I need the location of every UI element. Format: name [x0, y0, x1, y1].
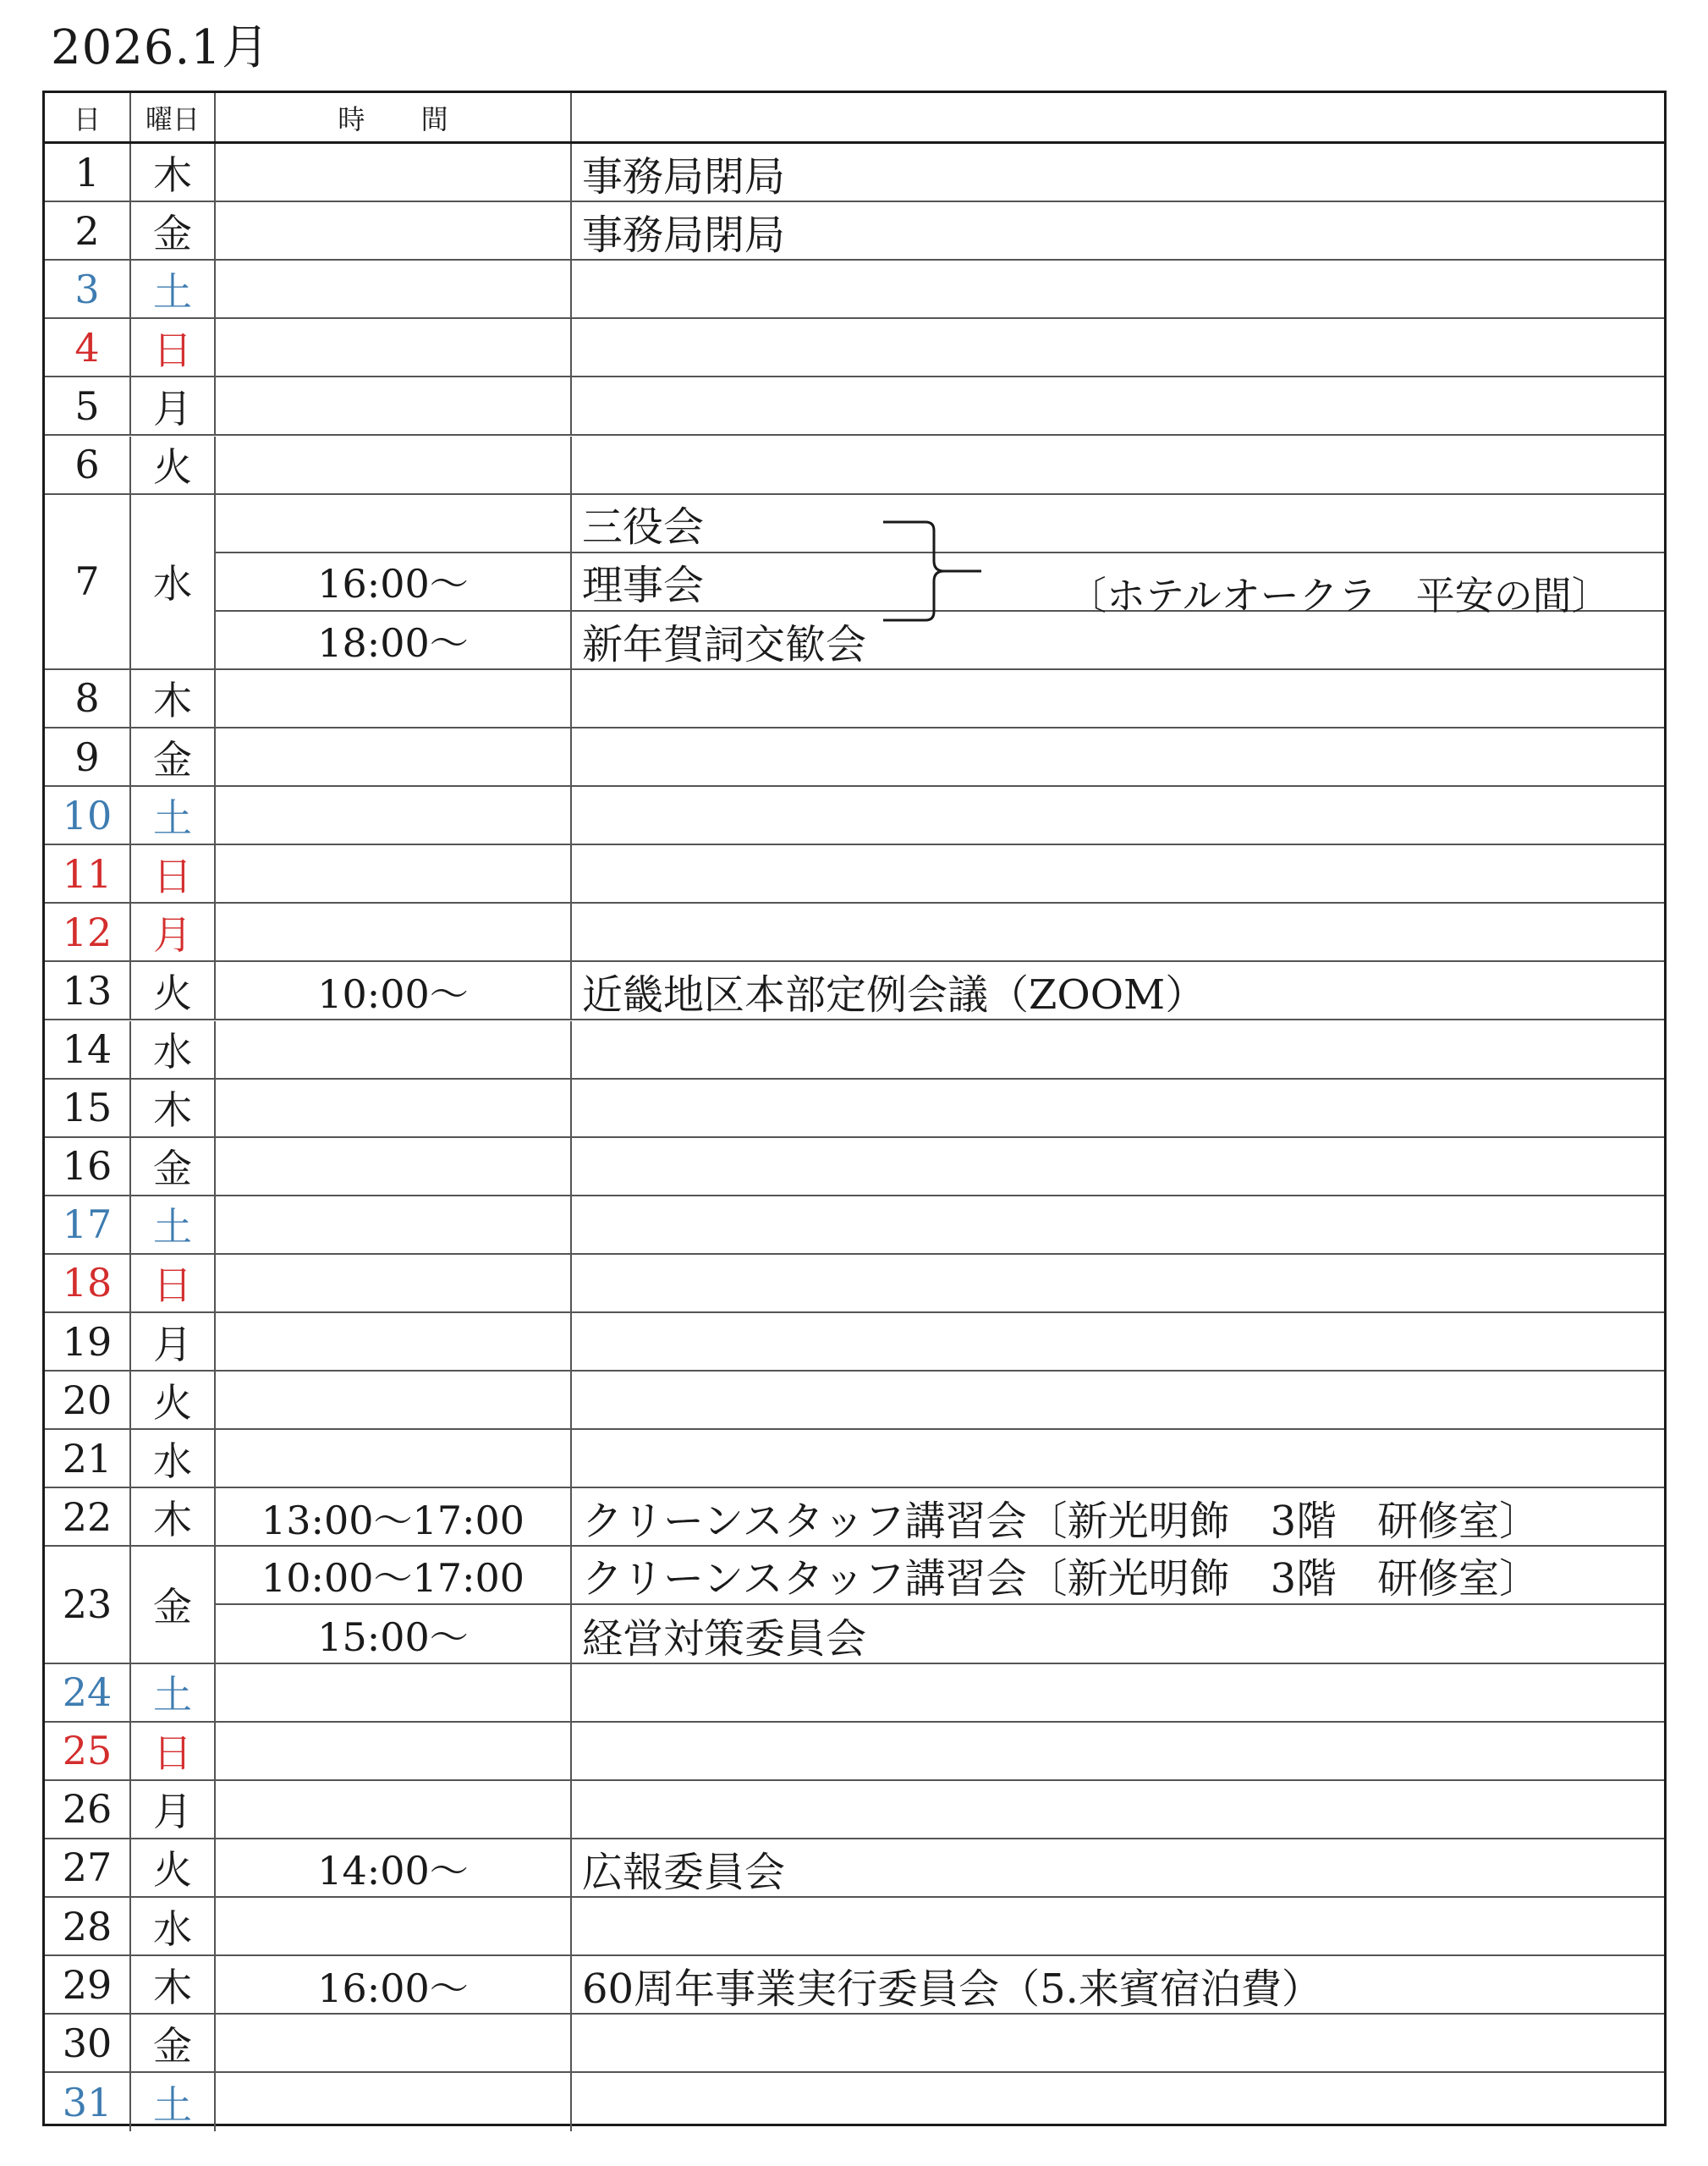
- entries: [214, 1021, 1664, 1078]
- entries: [214, 2073, 1664, 2131]
- weekday-label: 土: [129, 787, 214, 844]
- entries: [214, 1898, 1664, 1954]
- event-cell: [570, 2073, 1664, 2131]
- entry-row: [214, 1723, 1664, 1781]
- time-cell: 10:00〜: [214, 962, 570, 1020]
- event-cell: クリーンスタッフ講習会〔新光明飾 3階 研修室〕: [570, 1547, 1664, 1603]
- day-number: 30: [62, 2020, 113, 2066]
- weekday-label: 月: [129, 904, 214, 960]
- day-number: 3: [74, 266, 100, 312]
- time-cell: [214, 144, 570, 202]
- entries: [214, 1138, 1664, 1195]
- time-cell: [214, 2073, 570, 2131]
- weekday-label: 木: [129, 670, 214, 727]
- time-cell: 15:00〜: [214, 1605, 570, 1663]
- weekday-label: 月: [129, 1313, 214, 1370]
- entries: [214, 1664, 1664, 1721]
- entries: [214, 1781, 1664, 1838]
- table-row: [45, 904, 1664, 962]
- time-cell: [214, 377, 570, 436]
- table-row: [45, 2073, 1664, 2131]
- table-row: [45, 377, 1664, 436]
- event-cell: [570, 1723, 1664, 1781]
- day-number: 5: [74, 382, 100, 429]
- day-number: 7: [74, 558, 100, 605]
- time-cell: [214, 904, 570, 962]
- event-cell: [570, 670, 1664, 728]
- day-number: 19: [62, 1318, 113, 1365]
- time-cell: [214, 1255, 570, 1313]
- time-cell: [214, 2015, 570, 2073]
- entries: [214, 787, 1664, 844]
- day-number: 4: [74, 324, 100, 371]
- time-cell: [214, 787, 570, 845]
- time-cell: [214, 1723, 570, 1781]
- event-cell: [570, 1196, 1664, 1255]
- table-row: [45, 728, 1664, 787]
- weekday-label: 土: [129, 1664, 214, 1721]
- day-number: 23: [62, 1581, 113, 1628]
- time-cell: [214, 1138, 570, 1196]
- table-row: [45, 1430, 1664, 1488]
- entry-row: [214, 670, 1664, 728]
- time-cell: [214, 670, 570, 728]
- event-cell: クリーンスタッフ講習会〔新光明飾 3階 研修室〕: [570, 1488, 1664, 1547]
- entry-row: [214, 962, 1664, 1020]
- entries: [214, 728, 1664, 785]
- entries: [214, 670, 1664, 727]
- time-cell: [214, 1080, 570, 1138]
- entry-row: [214, 1021, 1664, 1080]
- entry-row: [214, 728, 1664, 787]
- event-cell: 近畿地区本部定例会議（ZOOM）: [570, 962, 1664, 1020]
- header-time: 時 間: [214, 93, 570, 141]
- day-number: 14: [62, 1026, 113, 1073]
- table-row: [45, 1488, 1664, 1547]
- entry-row: [214, 1196, 1664, 1255]
- day-number: 18: [62, 1260, 113, 1306]
- event-cell: [570, 1021, 1664, 1080]
- entry-row: [214, 1430, 1664, 1488]
- event-cell: [570, 261, 1664, 319]
- entries: [214, 1255, 1664, 1311]
- entry-row: [214, 787, 1664, 845]
- weekday-label: 水: [129, 495, 214, 668]
- entry-row: [214, 1255, 1664, 1313]
- day-number: 25: [62, 1728, 113, 1774]
- entry-row: [214, 1372, 1664, 1430]
- weekday-label: 土: [129, 1196, 214, 1253]
- header-weekday: 曜日: [129, 93, 214, 141]
- event-cell: [570, 377, 1664, 436]
- event-cell: 事務局閉局: [570, 202, 1664, 261]
- weekday-label: 木: [129, 1488, 214, 1545]
- event-cell: [570, 845, 1664, 904]
- table-row: [45, 1547, 1664, 1663]
- weekday-label: 火: [129, 1372, 214, 1428]
- time-cell: [214, 1313, 570, 1372]
- weekday-label: 日: [129, 319, 214, 376]
- day-number: 12: [62, 909, 113, 955]
- weekday-label: 木: [129, 144, 214, 201]
- day-number: 28: [62, 1903, 113, 1949]
- time-cell: [214, 1781, 570, 1839]
- time-cell: [214, 495, 570, 552]
- day-number: 27: [62, 1844, 113, 1891]
- event-cell: [570, 1898, 1664, 1956]
- weekday-label: 水: [129, 1898, 214, 1954]
- day-number: 29: [62, 1961, 113, 2008]
- table-row: [45, 1781, 1664, 1839]
- time-cell: [214, 845, 570, 904]
- event-cell: [570, 728, 1664, 787]
- entry-row: [214, 261, 1664, 319]
- schedule-table: [42, 91, 1667, 2126]
- entry-row: [214, 904, 1664, 962]
- weekday-label: 水: [129, 1430, 214, 1487]
- entries: [214, 1080, 1664, 1136]
- table-row: [45, 845, 1664, 904]
- event-cell: [570, 904, 1664, 962]
- entry-row: [214, 2073, 1664, 2131]
- entries: [214, 845, 1664, 902]
- entries: [214, 202, 1664, 259]
- day-number: 22: [62, 1493, 113, 1540]
- table-row: [45, 2015, 1664, 2073]
- table-row: [45, 319, 1664, 377]
- bracket-icon: [881, 520, 991, 622]
- table-row: [45, 1080, 1664, 1138]
- event-cell: [570, 2015, 1664, 2073]
- entry-row: [214, 202, 1664, 261]
- table-row: [45, 962, 1664, 1020]
- time-cell: [214, 1372, 570, 1430]
- weekday-label: 日: [129, 845, 214, 902]
- time-cell: 10:00〜17:00: [214, 1547, 570, 1603]
- entries: [214, 1839, 1664, 1896]
- entries: [214, 377, 1664, 434]
- event-cell: 理事会: [570, 553, 1664, 610]
- entry-row: [214, 377, 1664, 436]
- event-cell: 新年賀詞交歓会: [570, 612, 1664, 670]
- event-cell: [570, 437, 1664, 495]
- day-number: 6: [74, 442, 100, 488]
- table-row: [45, 144, 1664, 202]
- entry-row: [214, 1781, 1664, 1839]
- event-cell: [570, 1080, 1664, 1138]
- weekday-label: 金: [129, 2015, 214, 2071]
- entries: [214, 1488, 1664, 1545]
- event-cell: 経営対策委員会: [570, 1605, 1664, 1663]
- day-number: 1: [74, 149, 100, 195]
- event-cell: [570, 1781, 1664, 1839]
- time-cell: [214, 1196, 570, 1255]
- entry-row: [214, 1488, 1664, 1547]
- weekday-label: 月: [129, 377, 214, 434]
- entry-row: [214, 1956, 1664, 2015]
- time-cell: 18:00〜: [214, 612, 570, 670]
- time-cell: [214, 1430, 570, 1488]
- table-row: [45, 1021, 1664, 1080]
- entries: [214, 261, 1664, 317]
- entries: [214, 319, 1664, 376]
- table-row: [45, 437, 1664, 495]
- time-cell: [214, 202, 570, 261]
- day-number: 31: [62, 2079, 113, 2125]
- day-number: 24: [62, 1669, 113, 1716]
- weekday-label: 土: [129, 2073, 214, 2131]
- weekday-label: 火: [129, 1839, 214, 1896]
- day-number: 13: [62, 967, 113, 1014]
- day-number: 8: [74, 675, 100, 722]
- table-row: [45, 1839, 1664, 1898]
- weekday-label: 月: [129, 1781, 214, 1838]
- event-cell: [570, 1313, 1664, 1372]
- day-number: 20: [62, 1377, 113, 1423]
- time-cell: [214, 261, 570, 319]
- event-cell: [570, 1430, 1664, 1488]
- entries: [214, 144, 1664, 201]
- header-event: [570, 93, 1664, 141]
- day-number: 15: [62, 1085, 113, 1131]
- day-number: 17: [62, 1201, 113, 1248]
- day-number: 21: [62, 1435, 113, 1482]
- time-cell: 16:00〜: [214, 553, 570, 610]
- weekday-label: 日: [129, 1723, 214, 1779]
- weekday-label: 金: [129, 1138, 214, 1195]
- entry-row: [214, 1664, 1664, 1723]
- entry-row: [214, 1898, 1664, 1956]
- day-number: 26: [62, 1786, 113, 1833]
- table-row: [45, 1255, 1664, 1313]
- time-cell: [214, 437, 570, 495]
- entry-row: [214, 437, 1664, 495]
- time-cell: 16:00〜: [214, 1956, 570, 2015]
- event-cell: [570, 1138, 1664, 1196]
- weekday-label: 水: [129, 1021, 214, 1078]
- entry-row: [214, 319, 1664, 377]
- entries: [214, 1196, 1664, 1253]
- venue-note: 〔ホテルオークラ 平安の間〕: [1068, 573, 1611, 618]
- page-title: 2026.1月: [51, 20, 270, 75]
- table-row: [45, 1313, 1664, 1372]
- entries: [214, 2015, 1664, 2071]
- table-row: [45, 1664, 1664, 1723]
- event-cell: 三役会: [570, 495, 1664, 552]
- weekday-label: 土: [129, 261, 214, 317]
- table-header: [45, 93, 1664, 144]
- entry-row: [214, 845, 1664, 904]
- header-day: 日: [73, 102, 101, 135]
- weekday-label: 金: [129, 1547, 214, 1662]
- entry-row: [214, 1605, 1664, 1663]
- table-row: [45, 1898, 1664, 1956]
- entry-row: [214, 1080, 1664, 1138]
- table-row: [45, 202, 1664, 261]
- entries: [214, 1956, 1664, 2013]
- weekday-label: 木: [129, 1956, 214, 2013]
- entries: [214, 1313, 1664, 1370]
- table-row: [45, 787, 1664, 845]
- day-number: 9: [74, 734, 100, 780]
- time-cell: [214, 728, 570, 787]
- table-row: [45, 1723, 1664, 1781]
- event-cell: [570, 1664, 1664, 1723]
- time-cell: 14:00〜: [214, 1839, 570, 1898]
- event-cell: [570, 319, 1664, 377]
- table-row: [45, 1956, 1664, 2015]
- entry-row: [214, 1839, 1664, 1898]
- entries: [214, 1547, 1664, 1662]
- weekday-label: 金: [129, 728, 214, 785]
- weekday-label: 金: [129, 202, 214, 259]
- time-cell: [214, 1898, 570, 1956]
- event-cell: 広報委員会: [570, 1839, 1664, 1898]
- event-cell: [570, 1372, 1664, 1430]
- table-row: [45, 1138, 1664, 1196]
- weekday-label: 日: [129, 1255, 214, 1311]
- entry-row: [214, 1547, 1664, 1605]
- time-cell: [214, 1021, 570, 1080]
- table-row: [45, 1372, 1664, 1430]
- entries: [214, 437, 1664, 493]
- event-cell: 事務局閉局: [570, 144, 1664, 202]
- weekday-label: 木: [129, 1080, 214, 1136]
- entry-row: [214, 1138, 1664, 1196]
- weekday-label: 火: [129, 962, 214, 1019]
- day-number: 11: [62, 850, 113, 897]
- event-cell: [570, 1255, 1664, 1313]
- entries: [214, 1372, 1664, 1428]
- event-cell: 60周年事業実行委員会（5.来賓宿泊費）: [570, 1956, 1664, 2015]
- time-cell: [214, 1664, 570, 1723]
- entries: [214, 1723, 1664, 1779]
- table-row: [45, 1196, 1664, 1255]
- day-number: 10: [62, 792, 113, 838]
- entry-row: [214, 144, 1664, 202]
- entry-row: [214, 1313, 1664, 1372]
- entries: [214, 1430, 1664, 1487]
- day-number: 16: [62, 1143, 113, 1190]
- weekday-label: 火: [129, 437, 214, 493]
- time-cell: 13:00〜17:00: [214, 1488, 570, 1547]
- entry-row: [214, 2015, 1664, 2073]
- time-cell: [214, 319, 570, 377]
- entries: [214, 962, 1664, 1019]
- table-row: [45, 670, 1664, 728]
- event-cell: [570, 787, 1664, 845]
- table-row: [45, 261, 1664, 319]
- day-number: 2: [74, 207, 100, 254]
- entries: [214, 904, 1664, 960]
